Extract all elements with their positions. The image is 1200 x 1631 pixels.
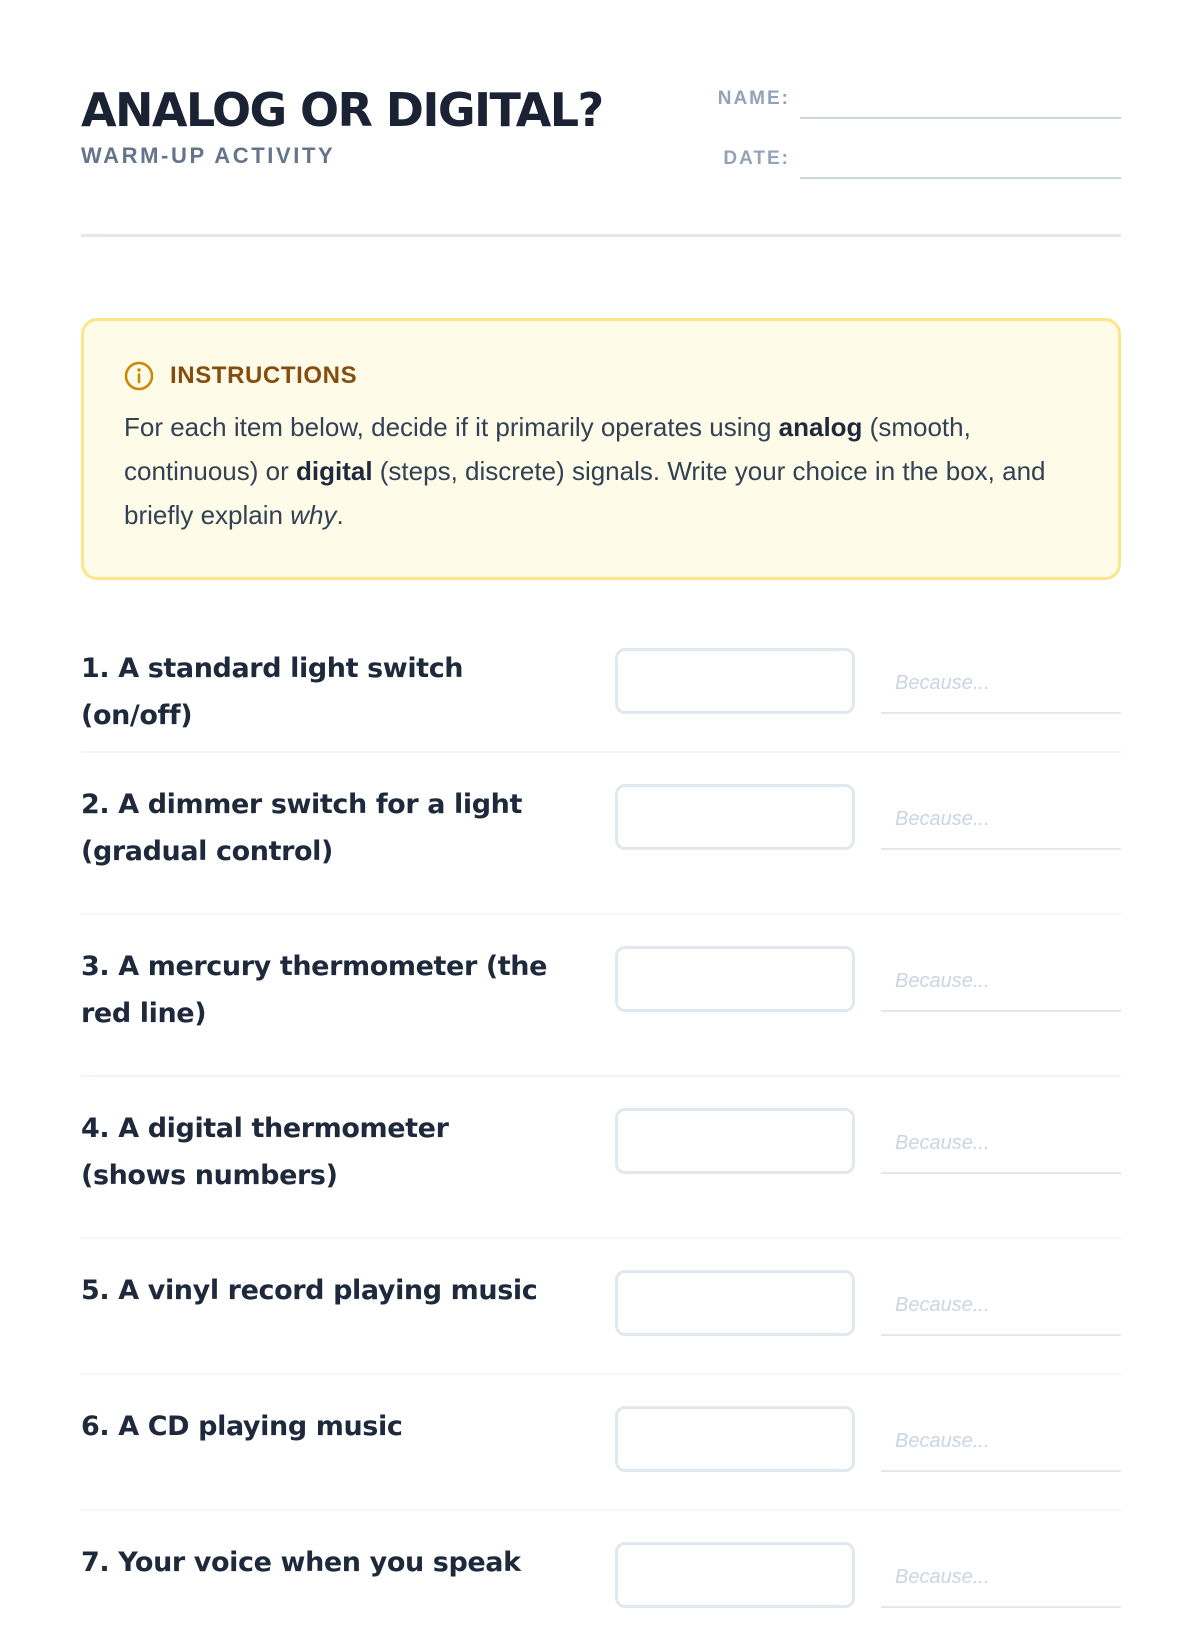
- explanation-field[interactable]: Because...: [881, 648, 1121, 714]
- instructions-text: [124, 405, 1084, 537]
- explanation-field[interactable]: Because...: [881, 1108, 1121, 1174]
- page-subtitle: WARM-UP ACTIVITY: [81, 143, 336, 168]
- explanation-field[interactable]: Because...: [881, 1542, 1121, 1608]
- instructions-title: INSTRUCTIONS: [170, 362, 358, 389]
- instructions-text-part: For each item below, decide if it primarily operates using: [124, 412, 779, 442]
- explanation-field[interactable]: Because...: [881, 784, 1121, 850]
- digital-keyword: digital: [295, 456, 373, 486]
- answer-box[interactable]: [615, 946, 855, 1012]
- question-row: [81, 617, 1121, 753]
- question-row: [81, 1511, 1121, 1631]
- explanation-field[interactable]: Because...: [881, 1270, 1121, 1336]
- question-text: 4. A digital thermometer (shows numbers): [81, 1113, 449, 1191]
- date-field[interactable]: [800, 177, 1121, 179]
- instructions-text-part: (smooth, continuous) or: [124, 412, 971, 486]
- question-text: 3. A mercury thermometer (the red line): [81, 951, 548, 1029]
- instructions-text-part: (steps, discrete) signals. Write your choice in the box, and briefly explain: [124, 456, 1046, 530]
- instructions-box: [81, 318, 1121, 580]
- name-field[interactable]: [800, 117, 1121, 119]
- question-row: [81, 915, 1121, 1077]
- answer-box[interactable]: [615, 784, 855, 850]
- explanation-field[interactable]: Because...: [881, 946, 1121, 1012]
- answer-box[interactable]: [615, 1108, 855, 1174]
- info-icon: [124, 361, 154, 391]
- question-text: 5. A vinyl record playing music: [81, 1275, 538, 1306]
- instructions-text-part: .: [336, 500, 344, 530]
- name-label: NAME:: [717, 88, 790, 109]
- analog-keyword: analog: [778, 412, 863, 442]
- question-text: 2. A dimmer switch for a light (gradual control): [81, 789, 523, 867]
- answer-box[interactable]: [615, 1542, 855, 1608]
- question-row: [81, 1375, 1121, 1511]
- question-text: 6. A CD playing music: [81, 1411, 403, 1442]
- question-text: 1. A standard light switch (on/off): [81, 653, 464, 731]
- page-title: ANALOG OR DIGITAL?: [81, 83, 603, 137]
- worksheet-header: [81, 0, 1121, 237]
- answer-box[interactable]: [615, 1270, 855, 1336]
- worksheet-page: [81, 0, 1121, 1588]
- question-row: [81, 753, 1121, 915]
- answer-box[interactable]: [615, 648, 855, 714]
- question-text: 7. Your voice when you speak: [81, 1547, 521, 1578]
- why-emphasis: why: [290, 500, 337, 530]
- question-list: [81, 617, 1121, 1631]
- question-row: [81, 1077, 1121, 1239]
- answer-box[interactable]: [615, 1406, 855, 1472]
- question-row: [81, 1239, 1121, 1375]
- explanation-field[interactable]: Because...: [881, 1406, 1121, 1472]
- instructions-heading: [124, 359, 1078, 393]
- date-label: DATE:: [723, 148, 790, 169]
